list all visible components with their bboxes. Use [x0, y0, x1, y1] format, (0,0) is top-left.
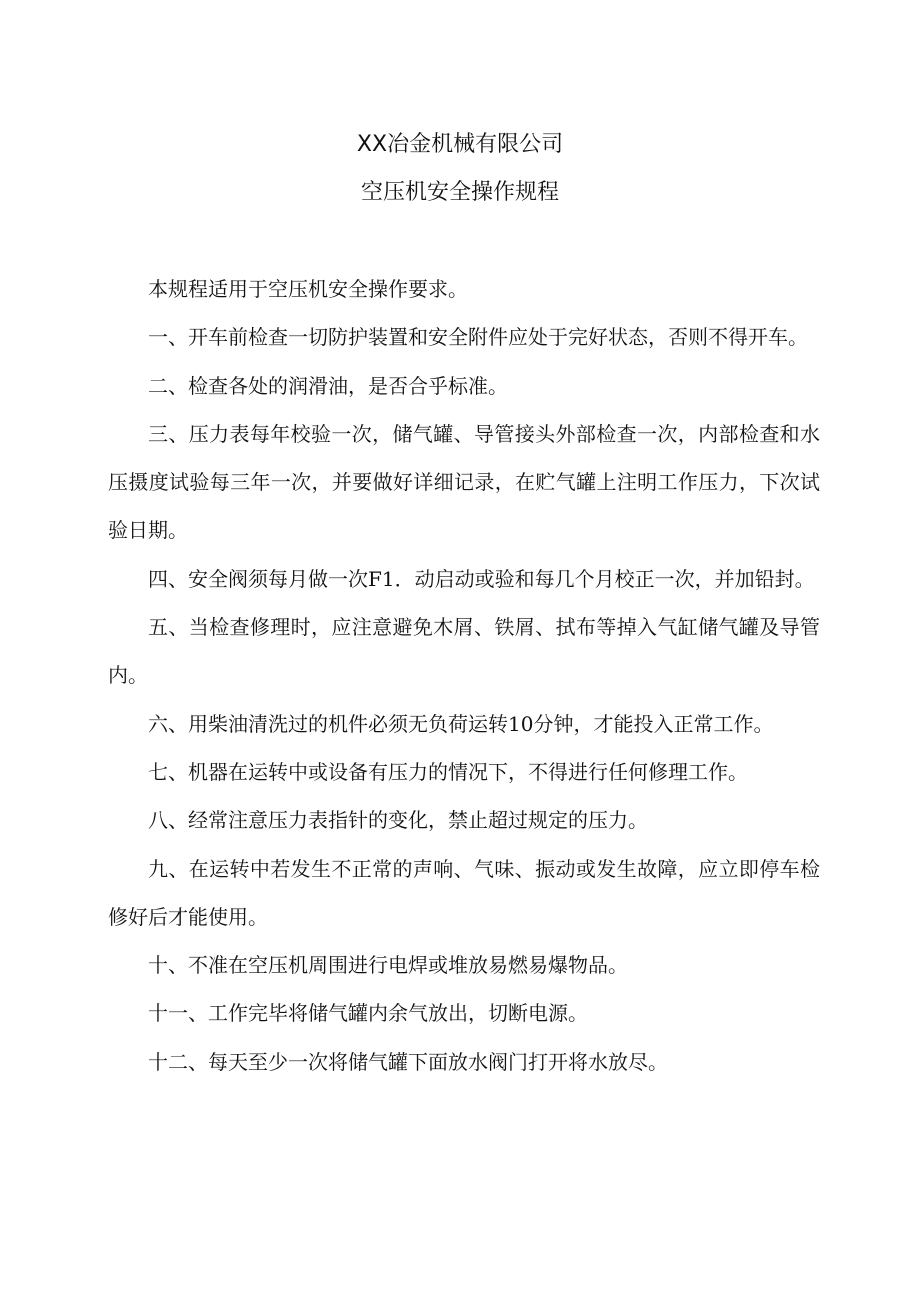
paragraph-rule-12: 十二、每天至少一次将储气罐下面放水阀门打开将水放尽。	[148, 1049, 668, 1074]
paragraph-rule-10: 十、不准在空压机周围进行电焊或堆放易燃易爆物品。	[148, 953, 628, 978]
paragraph-rule-1: 一、开车前检查一切防护装置和安全附件应处于完好状态，否则不得开车。	[148, 325, 808, 350]
paragraph-rule-7: 七、机器在运转中或设备有压力的情况下，不得进行任何修理工作。	[148, 759, 748, 784]
paragraph-rule-9: 九、在运转中若发生不正常的声响、气味、振动或发生故障，应立即停车检修好后才能使用。	[108, 856, 820, 929]
paragraph-rule-4: 四、安全阀须每月做一次F1．动启动或验和每几个月校正一次，并加铅封。	[148, 566, 815, 591]
paragraph-rule-2: 二、检查各处的润滑油，是否合乎标准。	[148, 373, 508, 398]
company-name: XX冶金机械有限公司	[356, 132, 564, 157]
paragraph-rule-6: 六、用柴油清洗过的机件必须无负荷运转10分钟，才能投入正常工作。	[148, 711, 774, 736]
document-title: 空压机安全操作规程	[360, 180, 559, 205]
paragraph-rule-11: 十一、工作完毕将储气罐内余气放出，切断电源。	[148, 1001, 588, 1026]
document-body	[108, 265, 820, 1086]
paragraph-rule-8: 八、经常注意压力表指针的变化，禁止超过规定的压力。	[148, 808, 648, 833]
paragraph-rule-3: 三、压力表每年校验一次，储气罐、导管接头外部检查一次，内部检查和水压摄度试验每三年一次，并要做好详细记录，在贮气罐上注明工作压力，下次试验日期。	[108, 421, 820, 543]
paragraph-rule-5: 五、当检查修理时，应注意避免木屑、铁屑、拭布等掉入气缸储气罐及导管内。	[108, 615, 820, 688]
paragraph-scope: 本规程适用于空压机安全操作要求。	[148, 277, 468, 301]
